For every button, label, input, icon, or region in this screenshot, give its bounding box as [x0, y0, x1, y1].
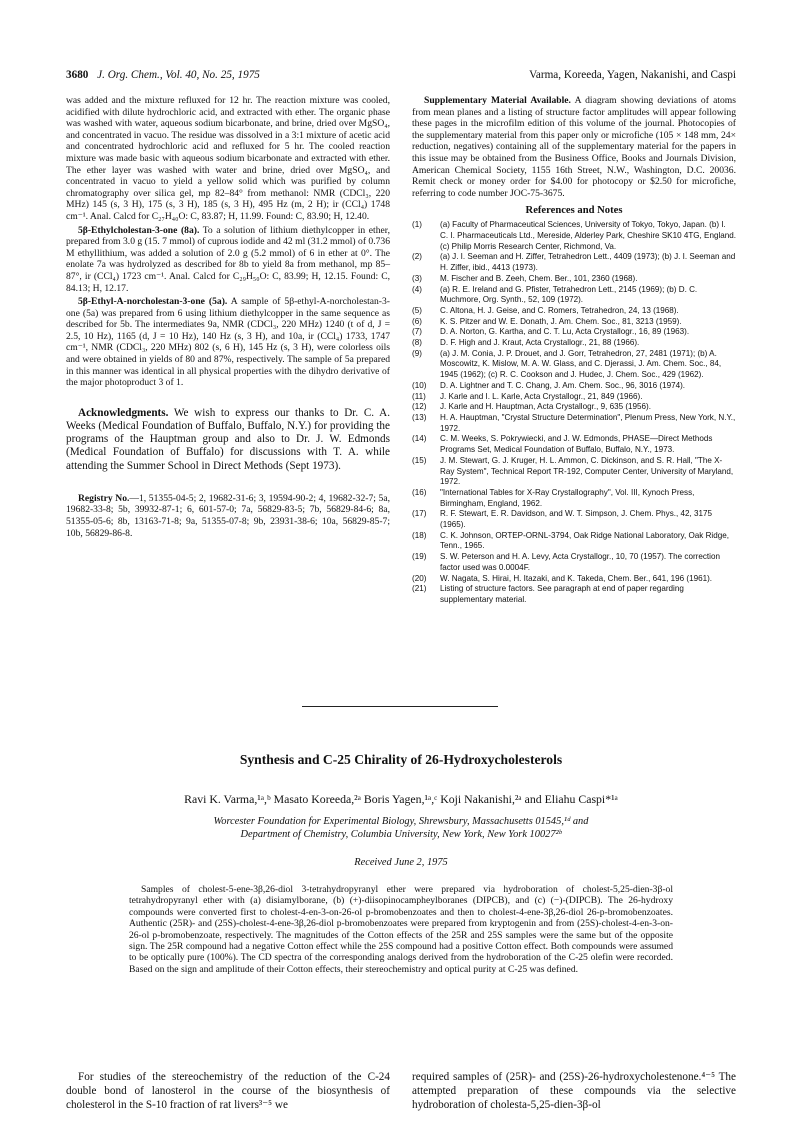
reference-item [412, 531, 736, 552]
reference-number: (1) [412, 220, 422, 230]
reference-number: (3) [412, 273, 422, 283]
page-number: 3680 [66, 69, 89, 81]
reference-text: D. F. High and J. Kraut, Acta Crystallogr., 21, 88 (1966). [440, 338, 640, 348]
reference-item [412, 327, 736, 338]
reference-number: (18) [412, 530, 427, 540]
reference-number: (13) [412, 413, 427, 422]
registry-numbers [66, 493, 390, 539]
compound-heading: 5β-Ethyl-A-norcholestan-3-one (5a). [78, 296, 228, 308]
reference-text: J. Karle and I. L. Karle, Acta Crystallogr., 21, 849 (1966). [440, 391, 643, 401]
reference-number: (5) [412, 305, 422, 315]
reference-item [412, 252, 736, 273]
reference-text: K. S. Pitzer and W. E. Donath, J. Am. Chem. Soc., 81, 3213 (1959). [440, 316, 682, 326]
journal-citation: J. Org. Chem., Vol. 40, No. 25, 1975 [97, 69, 260, 81]
acknowledgments-text: We wish to express our thanks to Dr. C. A. Weeks (Medical Foundation of Buffalo, Buffalo, N.Y.) for providing the programs of the Hauptman group and also to Dr. J. W. Edmonds (Medical Foundation of Buffalo) for discussions with T. A. while attending the Summer School in Direct Methods (Sept 1973). [66, 406, 390, 472]
reference-number: (21) [412, 584, 427, 594]
reference-item [412, 456, 736, 488]
body-text-left: For studies of the stereochemistry of the reduction of the C-24 double bond of lanosterol in the course of the biosynthesis of cholesterol in the S-10 fraction of rat livers³⁻⁵ we [66, 1071, 390, 1111]
affiliation-line: Department of Chemistry, Columbia University, New York, New York 10027²ᵇ [240, 829, 562, 840]
supplementary-material [412, 95, 736, 199]
received-date: Received June 2, 1975 [354, 857, 448, 868]
affiliation-line: Worcester Foundation for Experimental Biology, Shrewsbury, Massachusetts 01545,¹ᵈ and [213, 816, 589, 827]
reference-item [412, 509, 736, 530]
left-column [66, 95, 390, 539]
right-column [412, 95, 736, 606]
reference-item [412, 317, 736, 328]
reference-text: "International Tables for X-Ray Crystallography", Vol. III, Kynoch Press, Birmingham, England, 1962. [440, 487, 695, 508]
reference-text: (a) Faculty of Pharmaceutical Sciences, University of Tokyo, Tokyo, Japan. (b) I. C. I. Pharmaceuticals Ltd., Mereside, Alderley Park, Cheshire SK10 4TG, England. (c) Philip Morris Research Center, Richmond, Va. [440, 220, 737, 251]
reference-number: (19) [412, 552, 427, 562]
acknowledgments [66, 407, 390, 473]
article-authors: Ravi K. Varma,¹ᵃ,ᵇ Masato Koreeda,²ᵃ Boris Yagen,¹ᵃ,ᶜ Koji Nakanishi,²ᵃ and Eliahu Caspi*¹ᵃ [184, 792, 618, 806]
reference-item [412, 392, 736, 403]
reference-item [412, 274, 736, 285]
reference-number: (8) [412, 338, 422, 348]
reference-text: D. A. Lightner and T. C. Chang, J. Am. Chem. Soc., 96, 3016 (1974). [440, 380, 686, 390]
reference-number: (2) [412, 252, 422, 262]
experimental-paragraph [66, 296, 390, 389]
reference-text: (a) R. E. Ireland and G. Pfister, Tetrahedron Lett., 2145 (1969); (b) D. C. Muchmore, Org. Synth., 52, 109 (1972). [440, 284, 698, 305]
reference-text: J. M. Stewart, G. J. Kruger, H. L. Ammon, C. Dickinson, and S. R. Hall, "The X-Ray System", Technical Report TR-192, Computer Center, University of Maryland, 1972. [440, 455, 734, 487]
reference-item [412, 306, 736, 317]
reference-number: (17) [412, 509, 427, 519]
reference-item [412, 338, 736, 349]
reference-number: (10) [412, 380, 427, 390]
registry-text: —1, 51355-04-5; 2, 19682-31-6; 3, 19594-90-2; 4, 19682-32-7; 5a, 19682-33-8; 5b, 39932-87-1; 6, 601-57-0; 7a, 56829-83-5; 7b, 56829-84-6; 8a, 51355-05-6; 8b, 13163-71-8; 9a, 51355-07-8; 9b, 23931-38-6; 10a, 56829-85-7; 10b, 56829-86-8. [66, 492, 390, 539]
supplementary-heading: Supplementary Material Available. [424, 95, 571, 106]
reference-text: R. F. Stewart, E. R. Davidson, and W. T. Simpson, J. Chem. Phys., 42, 3175 (1965). [440, 509, 713, 530]
reference-item [412, 488, 736, 509]
reference-number: (6) [412, 316, 422, 326]
experimental-paragraph: was added and the mixture refluxed for 12 hr. The reaction mixture was cooled, acidified with dilute hydrochloric acid, and extracted with ether. The organic phase was washed with water, aqueous sodium bicarbonate, and brine, dried over MgSO₄, and concentrated in vacuo. The residue was dissolved in a 3:1 mixture of acetic acid and concentrated hydrochloric acid and refluxed for 5 hr. The cooled reaction mixture was made basic with aqueous sodium bicarbonate and extracted with ether. The ether layer was washed with water and brine, dried over MgSO₄, and concentrated in vacuo to yield a yellow solid which was purified by column chromatography over silica gel, mp 82–84° from methanol: NMR (CDCl₃, 220 MHz) 145 (s, 3 H), 175 (s, 3 H), 185 (s, 3 H), 495 Hz (m, 2 H); ir (CCl₄) 1748 cm⁻¹. Anal. Calcd for C₂₇H₄₀O: C, 83.87; H, 11.99. Found: C, 83.90; H, 12.40. [66, 95, 390, 222]
reference-text: (a) J. M. Conia, J. P. Drouet, and J. Gorr, Tetrahedron, 27, 2481 (1971); (b) A. Moscowitz, K. Mislow, M. A. W. Glass, and C. Djerassi, J. Am. Chem. Soc., 84, 1945 (1962); (c) R. C. Cookson and J. Hudec, J. Chem. Soc., 429 (1962). [440, 348, 722, 380]
reference-text: M. Fischer and B. Zeeh, Chem. Ber., 101, 2360 (1968). [440, 273, 638, 283]
reference-item [412, 574, 736, 585]
reference-item [412, 402, 736, 413]
header-left [66, 69, 260, 81]
reference-item [412, 552, 736, 573]
reference-item [412, 434, 736, 455]
reference-text: H. A. Hauptman, "Crystal Structure Determination", Plenum Press, New York, N.Y., 1972. [440, 413, 736, 433]
reference-item [412, 413, 736, 434]
reference-number: (14) [412, 434, 427, 444]
reference-number: (15) [412, 455, 427, 465]
supplementary-text: A diagram showing deviations of atoms from mean planes and a listing of structure factor amplitudes will appear following these pages in the microfilm edition of this volume of the journal. Photocopies of the supplementary material from this paper only or microfiche (105 × 148 mm, 24× reduction, negatives) containing all of the supplementary material for the papers in this issue may be obtained from the Business Office, Books and Journals Division, American Chemical Society, 1155 16th Street, N.W., Washington, D.C. 20036. Remit check or money order for $4.00 for photocopy or $2.50 for microfiche, referring to code number JOC-75-3675. [412, 95, 736, 199]
reference-number: (9) [412, 348, 422, 358]
registry-heading: Registry No. [78, 492, 130, 504]
body-text-right: required samples of (25R)- and (25S)-26-hydroxycholestenone.⁴⁻⁵ The attempted preparation of these compounds via the selective hydroboration of cholesta-5,25-dien-3β-ol [412, 1071, 736, 1111]
reference-number: (16) [412, 487, 427, 497]
affiliations [66, 815, 736, 841]
abstract: Samples of cholest-5-ene-3β,26-diol 3-tetrahydropyranyl ether were prepared via hydroboration of cholest-5,25-dien-3β-ol tetrahydropyranyl ether with (a) disiamylborane, (b) (+)-diisopinocampheylboranes (DIPCB), and (c) (−)-(DIPCB). The 26-hydroxy compounds were converted first to cholest-4-en-3-on-26-ol p-bromobenzoates and then to cholest-4-ene-3β,26-diol 26-p-bromobenzoates. Authentic (25R)- and (25S)-cholest-4-ene-3β,26-diol p-bromobenzoates were prepared from kryptogenin and from (25S)-cholest-4-en-3-on-26-ol p-bromobenzoate, respectively. The magnitudes of the Cotton effects of the 25R and 25S samples were the same but of the opposite sign. The 25R compound had a negative Cotton effect while the 25S compound had a positive Cotton effect. Both compounds were assumed to be optically pure (100%). The CD spectra of the corresponding analogs derived from the hydroboration of the C-25 olefin were recorded. Based on the sign and amplitude of their Cotton effects, their stereochemistry and optical purity at C-25 was defined. [129, 884, 673, 975]
reference-number: (7) [412, 327, 422, 337]
references-title: References and Notes [525, 205, 623, 217]
references-list [412, 220, 736, 605]
reference-item [412, 285, 736, 306]
experimental-paragraph [66, 225, 390, 295]
page-header [66, 69, 736, 85]
section-divider [302, 706, 498, 707]
reference-text: J. Karle and H. Hauptman, Acta Crystallogr., 9, 635 (1956). [440, 402, 651, 412]
acknowledgments-heading: Acknowledgments. [78, 406, 169, 419]
reference-text: C. M. Weeks, S. Pokrywiecki, and J. W. Edmonds, PHASE—Direct Methods Programs Set, Medical Foundation of Buffalo, Buffalo, N.Y., 1973. [440, 434, 713, 455]
reference-number: (20) [412, 573, 427, 583]
reference-number: (4) [412, 284, 422, 294]
paragraph-text: To a solution of lithium diethylcopper in ether, prepared from 3.0 g (15. 7 mmol) of cuprous iodide and 42 ml (31.2 mmol) of 0.736 M ethyllithium, was added a solution of 2.0 g (5.2 mmol) of 6 in ether at 0°. The enolate 7a was hydrolyzed as described for 8b to yield 8a from methanol, mp 85–87°, ir (CCl₄) 1723 cm⁻¹. Anal. Calcd for C₂₉H₅₀O: C, 83.99; H, 12.15. Found: C, 84.13; H, 12.17. [66, 224, 390, 294]
reference-item [412, 381, 736, 392]
reference-text: (a) J. I. Seeman and H. Ziffer, Tetrahedron Lett., 4409 (1973); (b) J. I. Seeman and H. Ziffer, ibid., 4413 (1973). [440, 252, 736, 273]
reference-number: (12) [412, 402, 427, 412]
reference-item [412, 349, 736, 381]
reference-item [412, 584, 736, 605]
running-authors: Varma, Koreeda, Yagen, Nakanishi, and Caspi [529, 69, 736, 81]
reference-text: W. Nagata, S. Hirai, H. Itazaki, and K. Takeda, Chem. Ber., 641, 196 (1961). [440, 573, 713, 583]
reference-number: (11) [412, 391, 426, 401]
reference-text: Listing of structure factors. See paragraph at end of paper regarding supplementary material. [440, 584, 684, 604]
reference-text: C. K. Johnson, ORTEP-ORNL-3794, Oak Ridge National Laboratory, Oak Ridge, Tenn., 1965. [440, 530, 729, 551]
compound-heading: 5β-Ethylcholestan-3-one (8a). [78, 224, 200, 236]
reference-item [412, 220, 736, 252]
reference-text: S. W. Peterson and H. A. Levy, Acta Crystallogr., 10, 70 (1957). The correction factor used was 0.0004F. [440, 552, 720, 572]
article-title: Synthesis and C-25 Chirality of 26-Hydroxycholesterols [239, 752, 563, 767]
paragraph-text: A sample of 5β-ethyl-A-norcholestan-3-one (5a) was prepared from 6 using lithium diethylcopper in the same sequence as described for 5b. The intermediates 9a, NMR (CDCl₃, 220 MHz) 1240 (t of d, J = 2.5, 10 Hz), 1165 (d, J = 10 Hz), 140 Hz (s, 3 H), and 10a, ir (CCl₄) 1733, 1747 cm⁻¹, NMR (CDCl₃, 220 MHz) 802 (s, 6 H), 145 Hz (s, 3 H), were colorless oils and were obtained in yields of 80 and 87%, respectively. The sample of 5a prepared in this manner was identical in all physical properties with the dihydro derivative of the major photoproduct 3 of 1. [66, 296, 390, 389]
reference-text: C. Altona, H. J. Geise, and C. Romers, Tetrahedron, 24, 13 (1968). [440, 305, 679, 315]
reference-text: D. A. Norton, G. Kartha, and C. T. Lu, Acta Crystallogr., 16, 89 (1963). [440, 327, 690, 337]
